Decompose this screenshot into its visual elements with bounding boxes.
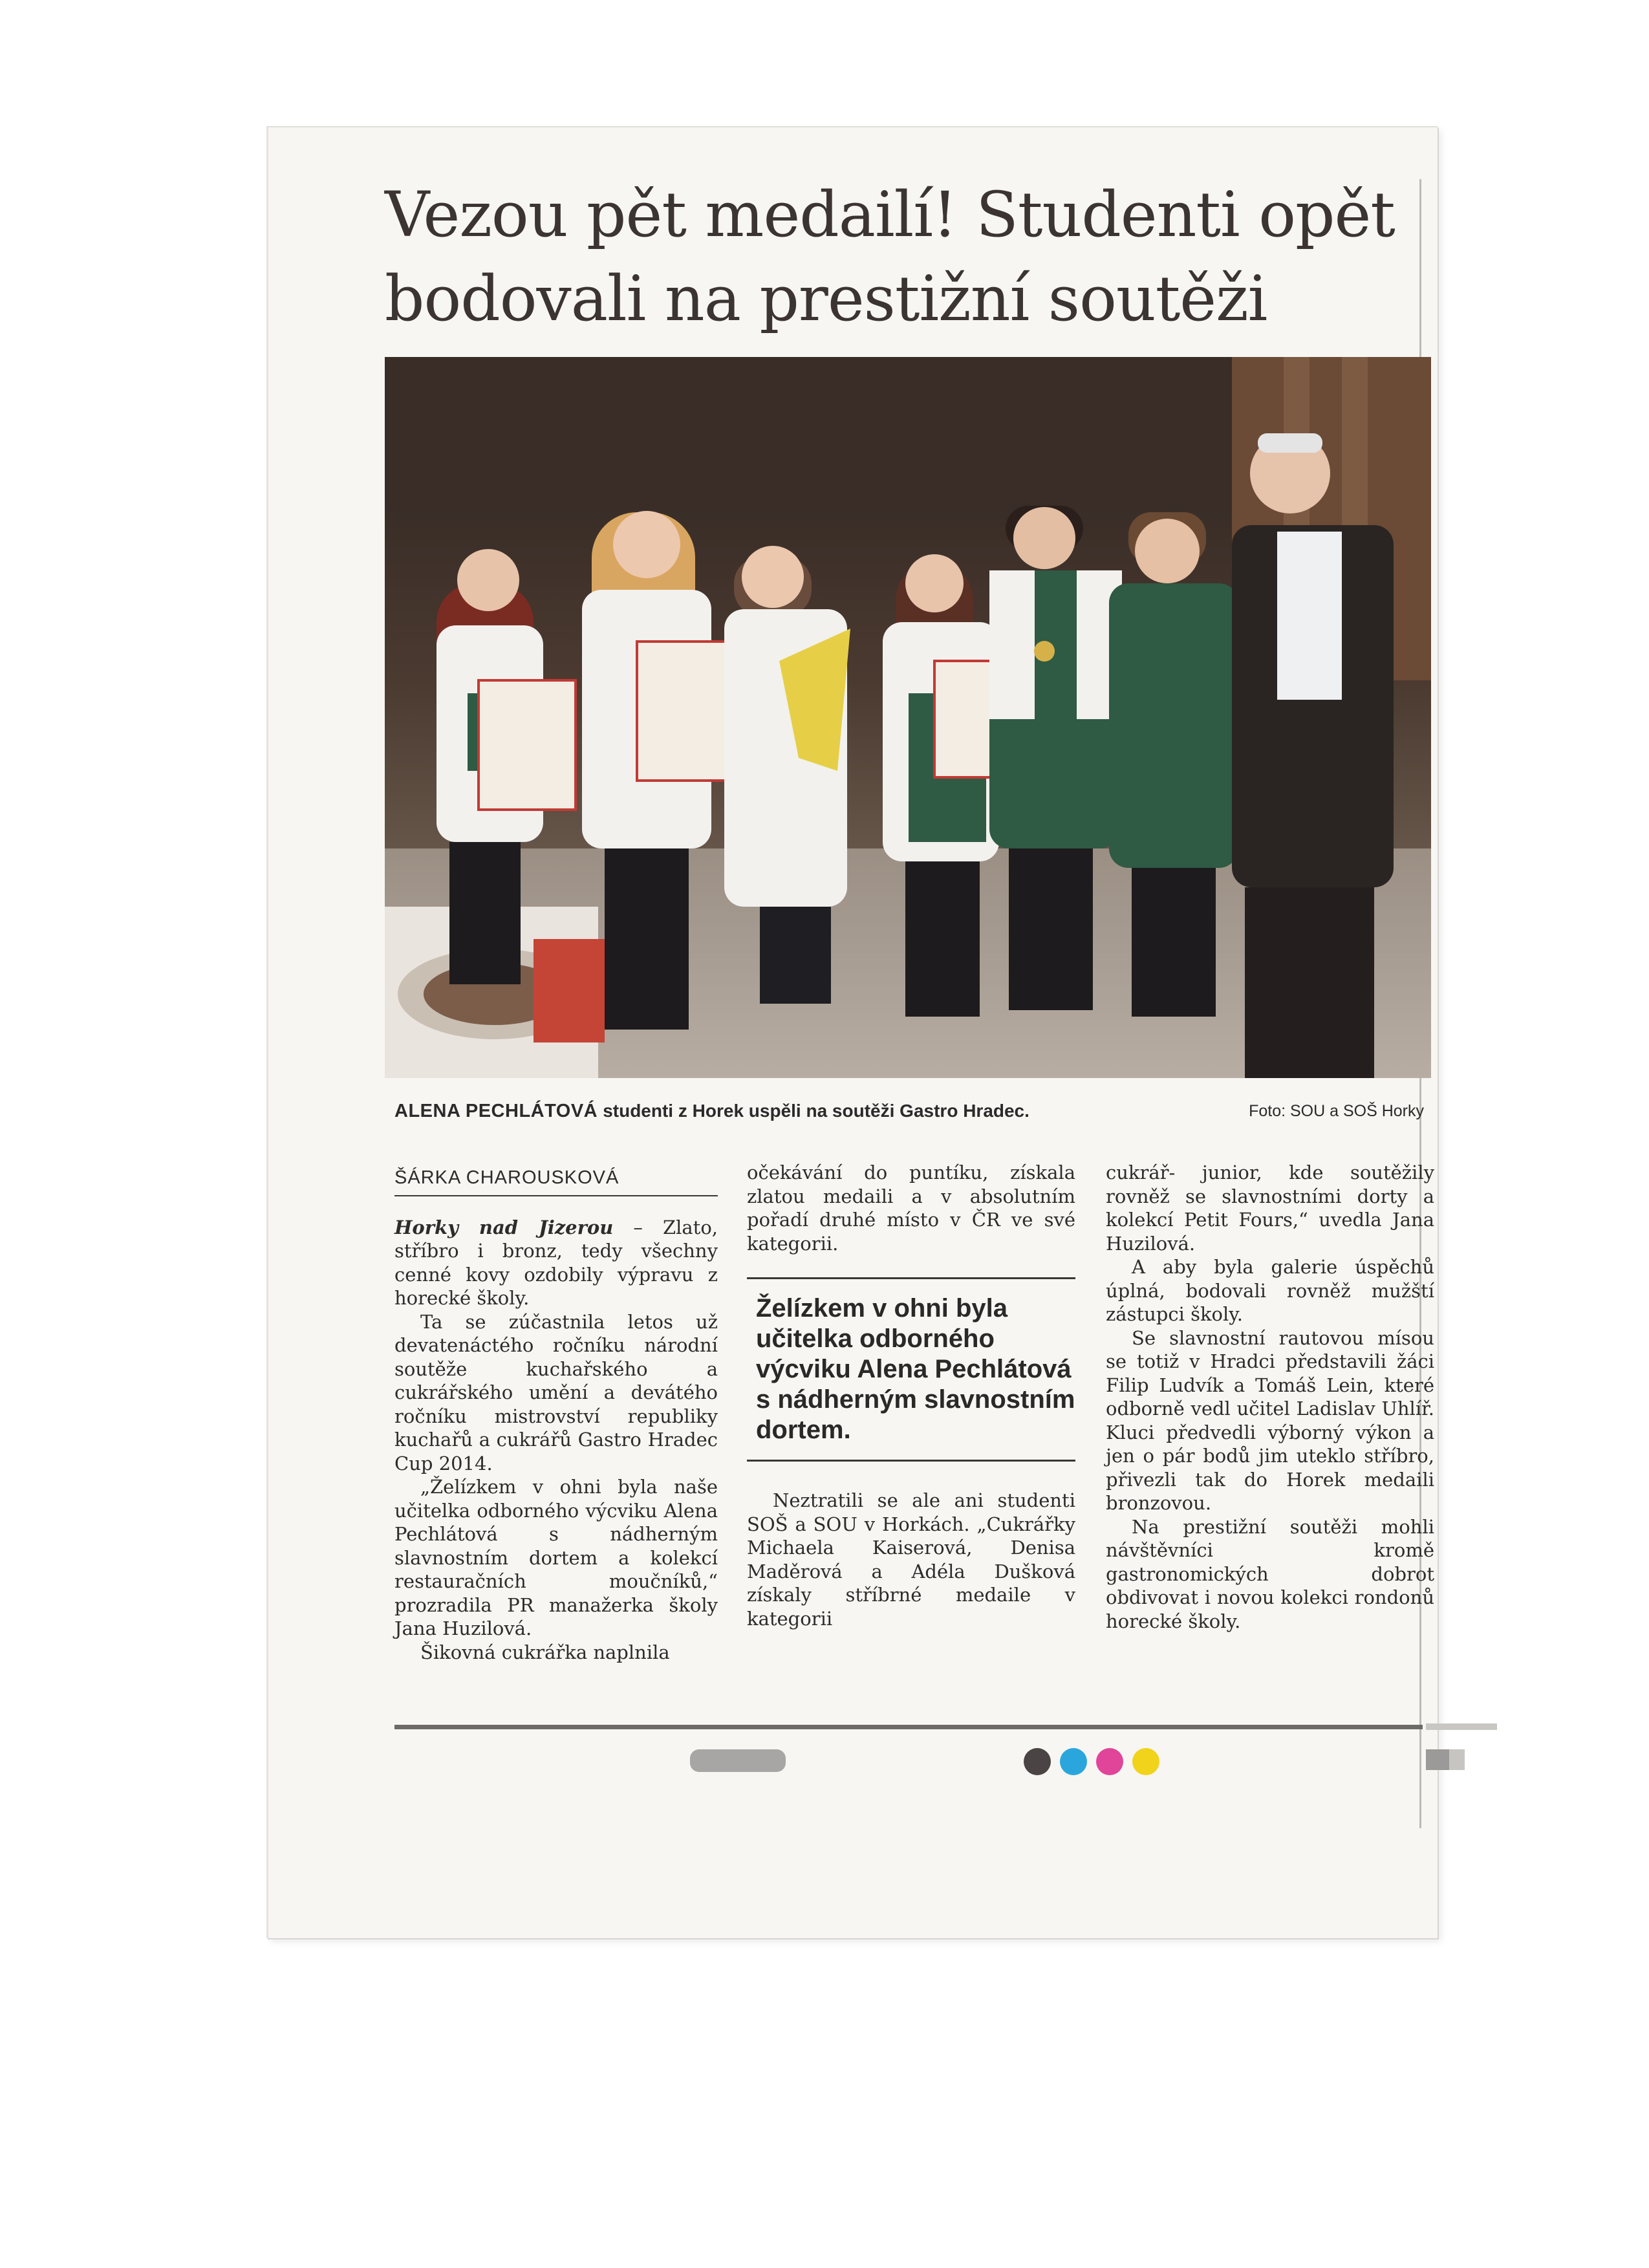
article-column-2 xyxy=(747,1161,1075,1630)
registration-dots xyxy=(1024,1748,1169,1777)
print-mark-bar xyxy=(690,1749,786,1772)
dateline: Horky nad Jizerou xyxy=(394,1216,614,1238)
paragraph-3: „Želízkem v ohni byla naše učitelka odborného výcviku Alena Pechlátová s nádherným slavnostním dortem a kolekcí restauračních moučníků,“ prozradila PR manažerka školy Jana Huzilová. xyxy=(394,1476,718,1639)
headline-line-1: Vezou pět medailí! Studenti opět xyxy=(385,178,1395,251)
column-2-continuation-spacer: očekávání do puntíku, získala zlatou medaili a v absolutním pořadí druhé místo v ČR ve své kategorii. xyxy=(747,1161,1075,1255)
caption-name: ALENA PECHLÁTOVÁ xyxy=(394,1101,598,1121)
headline-line-2: bodovali na prestižní soutěži xyxy=(385,263,1267,335)
caption-text: studenti z Horek uspěli na soutěži Gastro Hradec. xyxy=(603,1101,1029,1121)
article-column-3 xyxy=(1106,1161,1434,1633)
byline: ŠÁRKA CHAROUSKOVÁ xyxy=(394,1166,718,1196)
pull-quote: Želízkem v ohni byla učitelka odborného výcviku Alena Pechlátová s nádherným slavnostním dortem. xyxy=(747,1277,1075,1462)
paragraph-8: Na prestižní soutěži mohli návštěvníci kromě gastronomických dobrot obdivovat i novou kolekci rondonů horecké školy. xyxy=(1106,1515,1434,1632)
bottom-rule xyxy=(394,1725,1423,1729)
registration-dot-magenta xyxy=(1096,1748,1123,1775)
paragraph-7: Se slavnostní rautovou mísou se totiž v Hradci představili žáci Filip Ludvík a Tomáš Lein, které odborně vedl učitel Ladislav Uhlíř. Kluci předvedli výborný výkon a jen o pár bodů jim uteklo stříbro, přivezli tak do Horek medaili bronzovou. xyxy=(1106,1326,1434,1514)
registration-dot-black xyxy=(1024,1748,1051,1775)
headline xyxy=(385,173,1419,341)
newspaper-clipping xyxy=(266,126,1438,1938)
registration-dot-cyan xyxy=(1060,1748,1087,1775)
article-column-1 xyxy=(394,1161,718,1664)
column-3-continuation-spacer: cukrář- junior, kde soutěžily rovněž se slavnostními dorty a kolekcí Petit Fours,“ uvedla Jana Huzilová. xyxy=(1106,1161,1434,1255)
registration-dot-yellow xyxy=(1132,1748,1159,1775)
photo-illustration xyxy=(385,357,1431,1078)
paragraph-2: Ta se zúčastnila letos už devatenáctého ročníku národní soutěže kuchařského a cukrářského umění a devátého ročníku mistrovství republiky kuchařů a cukrářů Gastro Hradec Cup 2014. xyxy=(394,1310,718,1474)
paragraph-1 xyxy=(394,1216,718,1310)
paragraph-1-text: – Zlato, stříbro i bronz, tedy všechny cenné kovy ozdobily výpravu z horecké školy. xyxy=(394,1216,718,1309)
print-mark-right xyxy=(1426,1749,1465,1770)
paragraph-4: Šikovná cukrářka naplnila xyxy=(420,1641,670,1663)
photo-caption xyxy=(394,1101,1429,1127)
award-photo xyxy=(385,357,1431,1078)
paragraph-6: A aby byla galerie úspěchů úplná, bodovali rovněž mužští zástupci školy. xyxy=(1106,1256,1434,1325)
bottom-rule-extension xyxy=(1426,1723,1497,1730)
photo-credit: Foto: SOU a SOŠ Horky xyxy=(1249,1102,1424,1120)
paragraph-5: Neztratili se ale ani studenti SOŠ a SOU v Horkách. „Cukrářky Michaela Kaiserová, Denisa Maděrová a Adéla Dušková získaly stříbrné medaile v kategorii xyxy=(747,1489,1075,1630)
